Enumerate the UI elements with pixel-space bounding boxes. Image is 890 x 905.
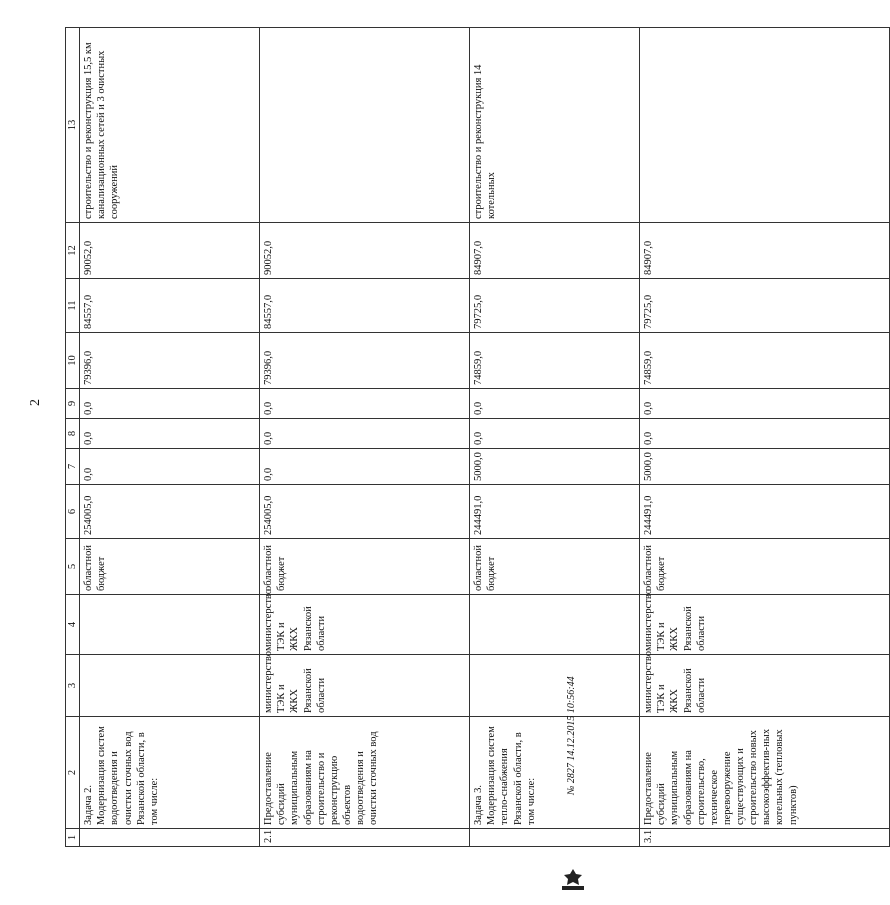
- header-cell-4: 4: [66, 595, 80, 655]
- cell-col-5: областной бюджет: [640, 539, 890, 595]
- table-row: [80, 28, 260, 847]
- cell-col-13: [260, 28, 470, 223]
- cell-col-1: 2.1: [260, 829, 470, 847]
- cell-col-8: 0,0: [640, 419, 890, 449]
- cell-col-6: 244491,0: [470, 485, 640, 539]
- cell-col-10: 74859,0: [640, 333, 890, 389]
- cell-col-12: 84907,0: [470, 223, 640, 279]
- cell-col-12: 90052,0: [80, 223, 260, 279]
- cell-col-3: [470, 655, 640, 717]
- cell-col-1: [470, 829, 640, 847]
- cell-col-2: Задача 3. Модернизация систем тепло-снабжения Рязанской области, в том числе:: [470, 717, 640, 829]
- header-cell-13: 13: [66, 28, 80, 223]
- cell-col-9: 0,0: [260, 389, 470, 419]
- cell-col-12: 90052,0: [260, 223, 470, 279]
- cell-col-4: министерство ТЭК и ЖКХ Рязанской области: [640, 595, 890, 655]
- cell-col-10: 79396,0: [260, 333, 470, 389]
- table-row: [260, 28, 470, 847]
- cell-col-2: Предоставление субсидий муниципальным образованиям на строительство и реконструкцию объектов водоотведения и очистки сточных вод: [260, 717, 470, 829]
- header-cell-2: 2: [66, 717, 80, 829]
- cell-col-6: 244491,0: [640, 485, 890, 539]
- cell-col-3: министерство ТЭК и ЖКХ Рязанской области: [640, 655, 890, 717]
- cell-col-2: Предоставление субсидий муниципальным образованиям на строительство, техническое перевооружение существующих и строительство новых высокоэффектив-ных котельных (тепловых пунктов): [640, 717, 890, 829]
- cell-col-5: областной бюджет: [260, 539, 470, 595]
- header-cell-11: 11: [66, 279, 80, 333]
- emblem-icon: [560, 867, 586, 891]
- registration-stamp: № 2827 14.12.2015 10:56:44: [566, 676, 577, 795]
- table-row: [470, 28, 640, 847]
- cell-col-10: 74859,0: [470, 333, 640, 389]
- cell-col-4: министерство ТЭК и ЖКХ Рязанской области: [260, 595, 470, 655]
- cell-col-5: областной бюджет: [80, 539, 260, 595]
- cell-col-11: 79725,0: [640, 279, 890, 333]
- header-cell-9: 9: [66, 389, 80, 419]
- cell-col-8: 0,0: [470, 419, 640, 449]
- cell-col-11: 79725,0: [470, 279, 640, 333]
- header-cell-3: 3: [66, 655, 80, 717]
- header-cell-12: 12: [66, 223, 80, 279]
- cell-col-13: строительство и реконструкция 14 котельных: [470, 28, 640, 223]
- program-table-rotated: [65, 28, 799, 847]
- cell-col-7: 0,0: [80, 449, 260, 485]
- cell-col-6: 254005,0: [80, 485, 260, 539]
- cell-col-13: строительство и реконструкция 15,5 км канализационных сетей и 3 очистных сооружений: [80, 28, 260, 223]
- cell-col-3: министерство ТЭК и ЖКХ Рязанской области: [260, 655, 470, 717]
- cell-col-10: 79396,0: [80, 333, 260, 389]
- header-cell-7: 7: [66, 449, 80, 485]
- header-cell-8: 8: [66, 419, 80, 449]
- header-cell-1: 1: [66, 829, 80, 847]
- cell-col-9: 0,0: [80, 389, 260, 419]
- program-table: [65, 27, 890, 847]
- cell-col-11: 84557,0: [80, 279, 260, 333]
- table-body: [80, 28, 890, 847]
- cell-col-8: 0,0: [260, 419, 470, 449]
- page-number: 2: [28, 399, 43, 406]
- cell-col-12: 84907,0: [640, 223, 890, 279]
- cell-col-4: [80, 595, 260, 655]
- header-cell-6: 6: [66, 485, 80, 539]
- header-row: [66, 28, 80, 847]
- cell-col-9: 0,0: [470, 389, 640, 419]
- cell-col-5: областной бюджет: [470, 539, 640, 595]
- cell-col-3: [80, 655, 260, 717]
- cell-col-4: [470, 595, 640, 655]
- header-cell-10: 10: [66, 333, 80, 389]
- cell-col-9: 0,0: [640, 389, 890, 419]
- cell-col-8: 0,0: [80, 419, 260, 449]
- cell-col-11: 84557,0: [260, 279, 470, 333]
- cell-col-13: [640, 28, 890, 223]
- cell-col-2: Задача 2. Модернизация систем водоотведения и очистки сточных вод Рязанской области, в том числе:: [80, 717, 260, 829]
- cell-col-1: 3.1: [640, 829, 890, 847]
- cell-col-7: 5000,0: [640, 449, 890, 485]
- cell-col-1: [80, 829, 260, 847]
- table-row: [640, 28, 890, 847]
- header-cell-5: 5: [66, 539, 80, 595]
- cell-col-7: 0,0: [260, 449, 470, 485]
- cell-col-7: 5000,0: [470, 449, 640, 485]
- cell-col-6: 254005,0: [260, 485, 470, 539]
